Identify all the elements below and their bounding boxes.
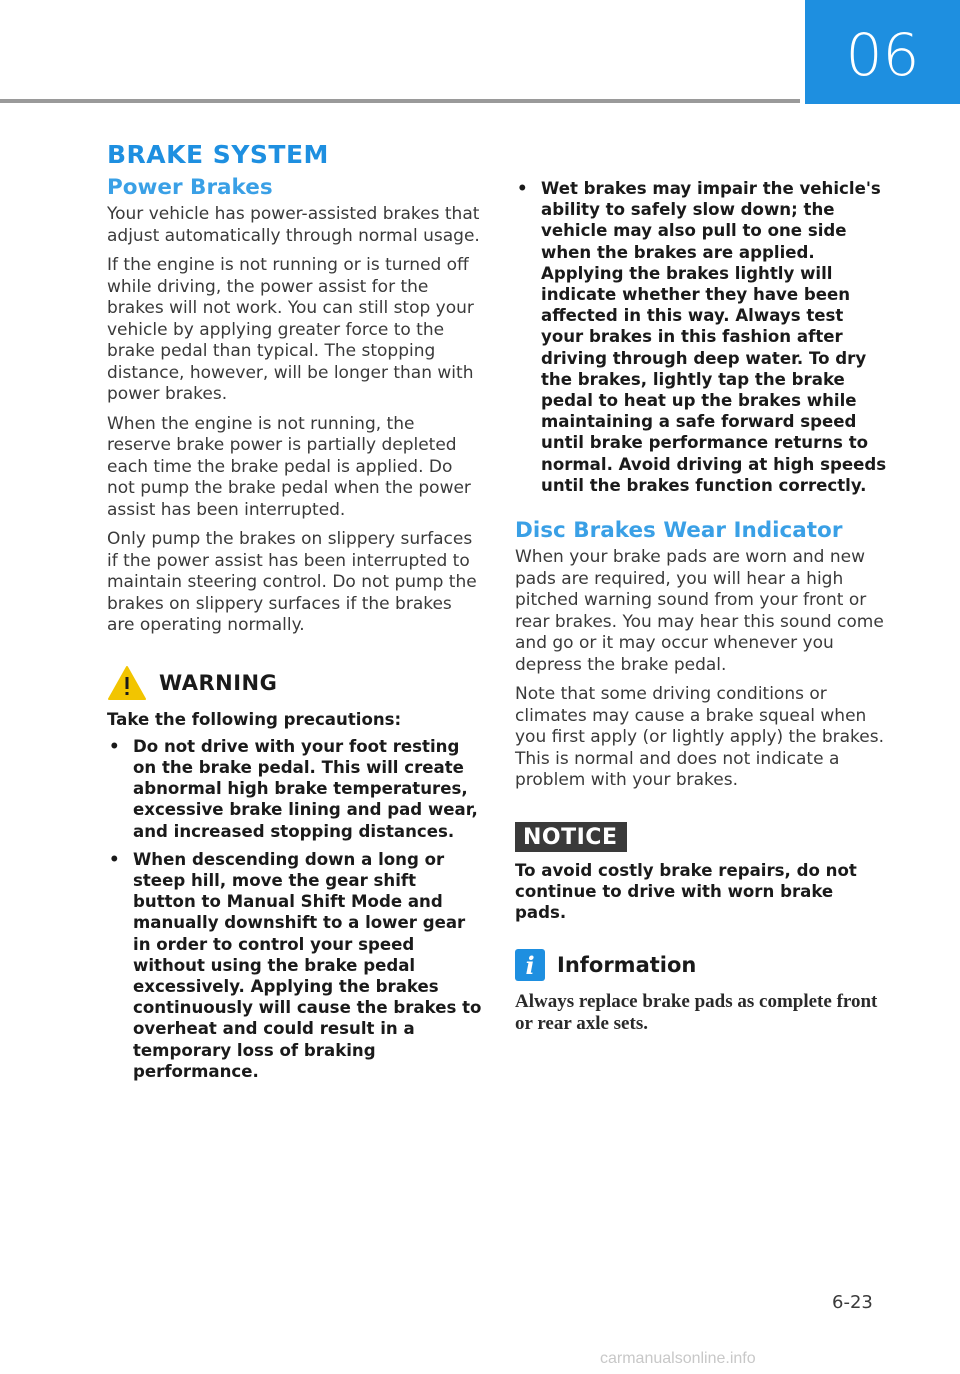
warning-bullet: • Do not drive with your foot resting on the brake pedal. This will create abnormal high brake temperatures, excessive brake lining and pad wear, and increased stopping distances. [109,736,478,841]
warning-bullet: • Wet brakes may impair the vehicle's ability to safely slow down; the vehicle may also pull to one side when the brakes are applied. Applying the brakes lightly will indicate whether they have been affected in this way. Always test your brakes in this fashion after driving through deep water. To dry the brakes, lightly tap the brake pedal to heat up the brakes while maintaining a safe forward speed until brake performance returns to normal. Avoid driving at high speeds until the brakes function correctly. [517,179,887,495]
warning-bullet: • When descending down a long or steep hill, move the gear shift button to Manual Shift Mode and manually downshift to a lower gear in order to control your speed without using the brake pedal excessively. Applying the brakes continuously will cause the brakes to overheat and could result in a temporary loss of braking performance. [109,849,482,1081]
information-title: Information [557,953,697,978]
watermark: carmanualsonline.info [600,1350,756,1367]
power-brakes-title: Power Brakes [107,175,273,200]
warning-list-continued [515,178,890,496]
disc-brakes-paragraph: Note that some driving conditions or climates may cause a brake squeal when you first apply (or lightly apply) the brakes. This is normal and does not indicate a problem with your brakes. [515,684,885,791]
chapter-tab: 06 [805,0,960,104]
power-brakes-paragraph: If the engine is not running or is turned off while driving, the power assist for the brakes will not work. You can still stop your vehicle by applying greater force to the brake pedal than typical. The stopping distance, however, will be longer than with power brakes. [107,255,474,404]
power-brakes-paragraph: When the engine is not running, the reserve brake power is partially depleted each time the brake pedal is applied. Do not pump the brake pedal when the power assist has been interrupted. [107,413,471,520]
power-brakes-paragraph: Your vehicle has power-assisted brakes that adjust automatically through normal usage. [107,204,480,246]
warning-header [107,665,482,701]
warning-intro: Take the following precautions: [107,709,402,729]
information-text: Always replace brake pads as complete front or rear axle sets. [515,991,878,1035]
disc-brakes-paragraph: When your brake pads are worn and new pads are required, you will hear a high pitched warning sound from your front or rear brakes. You may hear this sound come and go or it may occur whenever you depress the brake pedal. [515,547,884,675]
bullet-icon: • [517,179,528,198]
header-rule [0,99,800,103]
information-icon: i [515,949,545,981]
disc-brakes-title: Disc Brakes Wear Indicator [515,518,843,544]
right-column [515,178,890,1035]
information-header [515,949,890,981]
bullet-icon: • [109,849,120,869]
warning-list [107,736,482,1082]
left-column [107,140,482,1089]
bullet-icon: • [109,736,120,756]
notice-badge: NOTICE [515,822,627,852]
page-number: 6-23 [832,1292,873,1313]
warning-title: WARNING [159,670,278,695]
notice-text: To avoid costly brake repairs, do not continue to drive with worn brake pads. [515,860,857,922]
section-title: BRAKE SYSTEM [107,140,329,169]
warning-triangle-icon [107,665,147,701]
power-brakes-paragraph: Only pump the brakes on slippery surfaces if the power assist has been interrupted to maintain steering control. Do not pump the brakes on slippery surfaces if the brakes are operating normally. [107,529,477,635]
